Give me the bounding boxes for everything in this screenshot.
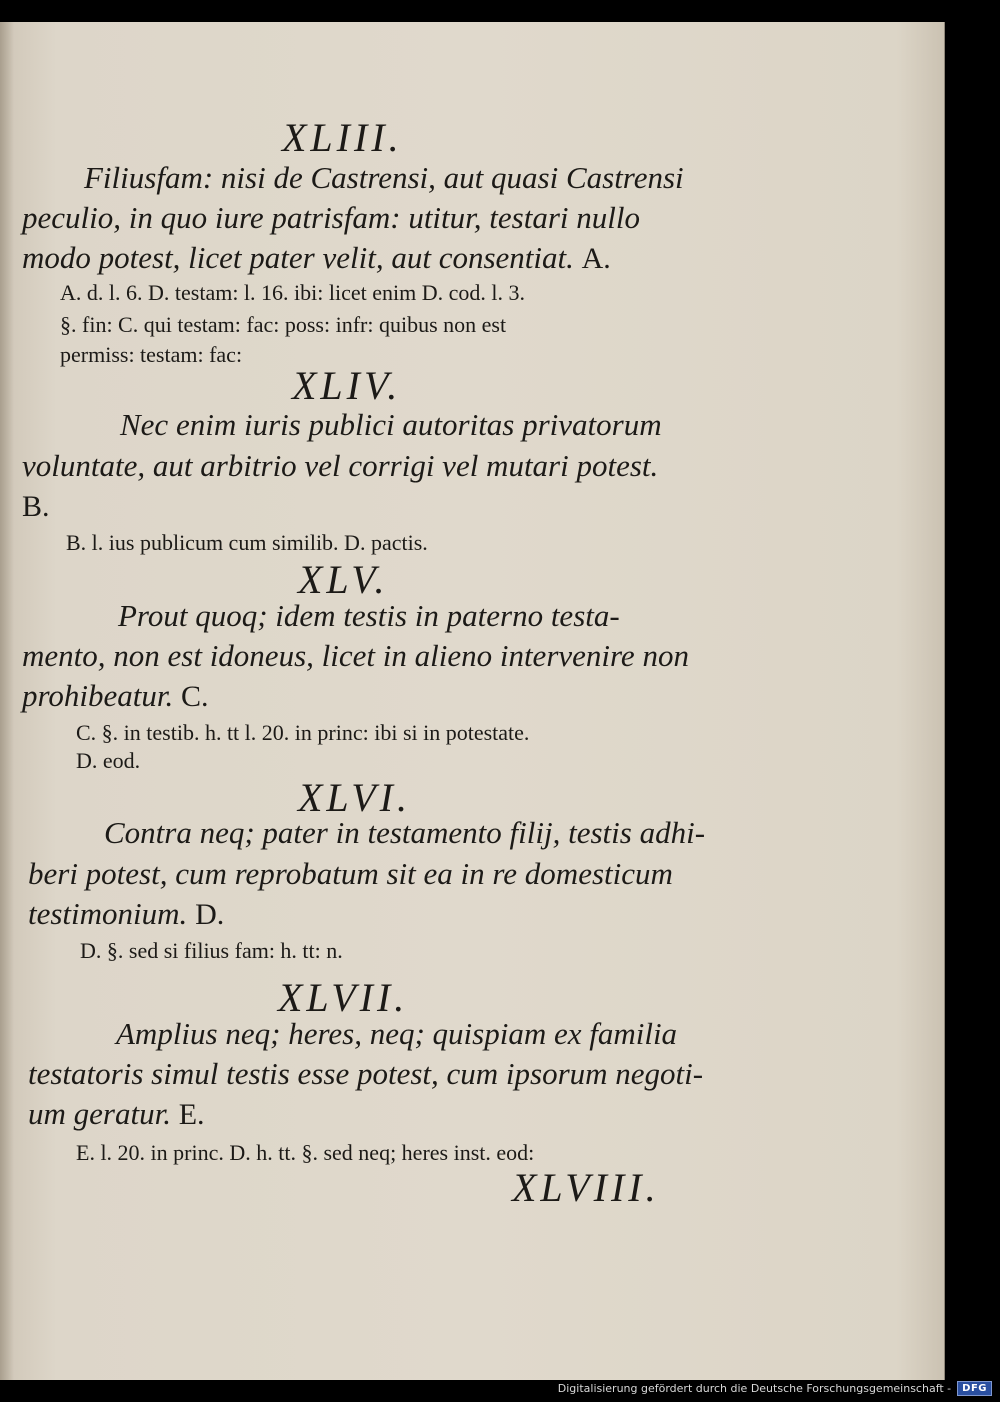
- footnote-line: permiss: testam: fac:: [60, 342, 243, 367]
- section-heading: XLIV.: [292, 363, 402, 408]
- body-line-text: um geratur.: [28, 1096, 171, 1131]
- footnote-line: §. fin: C. qui testam: fac: poss: infr: quibus non est: [60, 312, 507, 337]
- footnote-line: B. l. ius publicum cum similib. D. pactis.: [66, 530, 428, 555]
- body-line: [28, 1096, 205, 1132]
- note-marker: C.: [181, 680, 209, 713]
- body-line: voluntate, aut arbitrio vel corrigi vel mutari potest.: [22, 448, 659, 483]
- body-line-text: modo potest, licet pater velit, aut consentiat.: [22, 240, 574, 275]
- book-page: [0, 22, 945, 1380]
- body-line: Nec enim iuris publici autoritas privatorum: [120, 407, 662, 442]
- footnote-line: D. §. sed si filius fam: h. tt: n.: [80, 938, 343, 963]
- note-marker: E.: [178, 1098, 205, 1131]
- footnote-line: D. eod.: [76, 748, 141, 773]
- footnote-line: A. d. l. 6. D. testam: l. 16. ibi: licet enim D. cod. l. 3.: [60, 280, 525, 305]
- body-line: beri potest, cum reprobatum sit ea in re domesticum: [28, 856, 673, 891]
- note-marker: D.: [195, 898, 225, 931]
- dfg-logo[interactable]: DFG: [957, 1381, 992, 1396]
- section-heading: XLIII.: [282, 115, 403, 160]
- body-line: mento, non est idoneus, licet in alieno intervenire non: [22, 638, 689, 673]
- body-line: [22, 240, 611, 276]
- body-line-text: testimonium.: [28, 896, 188, 931]
- body-line-text: prohibeatur.: [22, 678, 174, 713]
- section-heading: XLVII.: [278, 975, 409, 1020]
- note-marker: B.: [22, 490, 50, 523]
- footer-text: Digitalisierung gefördert durch die Deutsche Forschungsgemeinschaft -: [557, 1382, 952, 1395]
- footnote-line: E. l. 20. in princ. D. h. tt. §. sed neq; heres inst. eod:: [76, 1140, 535, 1165]
- body-line: Contra neq; pater in testamento filij, testis adhi-: [104, 815, 706, 850]
- body-line: [22, 678, 209, 714]
- body-line: Filiusfam: nisi de Castrensi, aut quasi Castrensi: [84, 160, 684, 195]
- catchword: XLVIII.: [512, 1165, 660, 1210]
- body-line: peculio, in quo iure patrisfam: utitur, testari nullo: [22, 200, 640, 235]
- note-marker: A.: [581, 242, 611, 275]
- footer-credit: [558, 1381, 992, 1396]
- body-line: Prout quoq; idem testis in paterno testa-: [118, 598, 620, 633]
- body-line: testatoris simul testis esse potest, cum ipsorum negoti-: [28, 1056, 704, 1091]
- footnote-line: C. §. in testib. h. tt l. 20. in princ: ibi si in potestate.: [76, 720, 530, 745]
- body-line: Amplius neq; heres, neq; quispiam ex familia: [116, 1016, 678, 1051]
- section-heading: XLV.: [298, 557, 389, 602]
- body-line: [28, 896, 224, 932]
- section-heading: XLVI.: [298, 775, 411, 820]
